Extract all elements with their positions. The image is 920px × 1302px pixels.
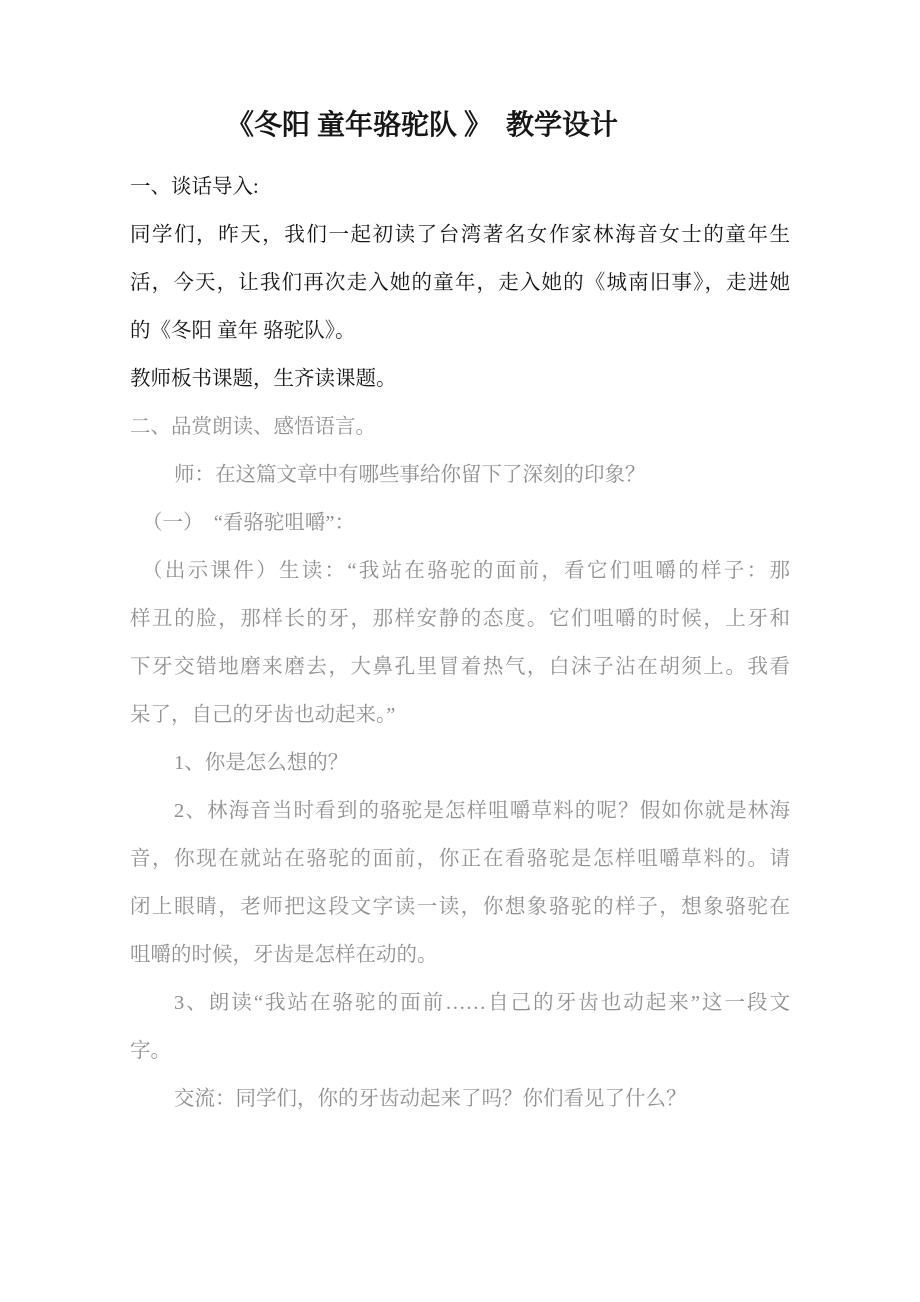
- paragraph: [130, 979, 790, 1075]
- text-line: 活，今天，让我们再次走入她的童年，走入她的《城南旧事》，走进她: [130, 272, 790, 294]
- paragraph: [130, 1075, 790, 1123]
- text-line: 交流：同学们，你的牙齿动起来了吗？你们看见了什么？: [174, 1088, 687, 1110]
- text-line: 同学们，昨天，我们一起初读了台湾著名女作家林海音女士的童年生: [130, 224, 790, 246]
- text-line: 下牙交错地磨来磨去，大鼻孔里冒着热气，白沫子沾在胡须上。我看: [130, 656, 790, 678]
- text-line: 音，你现在就站在骆驼的面前，你正在看骆驼是怎样咀嚼草料的。请: [130, 848, 790, 870]
- document-body: [130, 163, 790, 1123]
- text-line: （出示课件）生读：“我站在骆驼的面前，看它们咀嚼的样子：那: [142, 560, 790, 582]
- paragraph: [130, 163, 790, 211]
- text-line: 的《冬阳 童年 骆驼队》。: [130, 320, 356, 342]
- paragraph: [130, 403, 790, 451]
- paragraph: [130, 451, 790, 499]
- paragraph: [130, 211, 790, 355]
- paragraph: [130, 355, 790, 403]
- text-line: 闭上眼睛，老师把这段文字读一读，你想象骆驼的样子，想象骆驼在: [130, 896, 790, 918]
- text-line: 一、谈话导入:: [130, 176, 259, 198]
- text-line: 师：在这篇文章中有哪些事给你留下了深刻的印象？: [174, 464, 646, 486]
- text-line: 样丑的脸，那样长的牙，那样安静的态度。它们咀嚼的时候，上牙和: [130, 608, 790, 630]
- text-line: 咀嚼的时候，牙齿是怎样在动的。: [130, 944, 438, 966]
- page-title: 《冬阳 童年骆驼队 》 教学设计: [225, 110, 618, 141]
- text-line: 3、朗读“我站在骆驼的面前……自己的牙齿也动起来”这一段文: [174, 992, 790, 1014]
- text-line: 2、林海音当时看到的骆驼是怎样咀嚼草料的呢？假如你就是林海: [174, 800, 790, 822]
- text-line: 字。: [130, 1040, 171, 1062]
- paragraph: [130, 547, 790, 739]
- text-line: 教师板书课题，生齐读课题。: [130, 368, 397, 390]
- paragraph: [130, 499, 790, 547]
- text-line: 二、品赏朗读、感悟语言。: [130, 416, 376, 438]
- text-line: 呆了，自己的牙齿也动起来。”: [130, 704, 396, 726]
- paragraph: [130, 787, 790, 979]
- paragraph: [130, 739, 790, 787]
- text-line: 1、你是怎么想的？: [174, 752, 349, 774]
- text-line: （一） “看骆驼咀嚼”：: [142, 512, 355, 534]
